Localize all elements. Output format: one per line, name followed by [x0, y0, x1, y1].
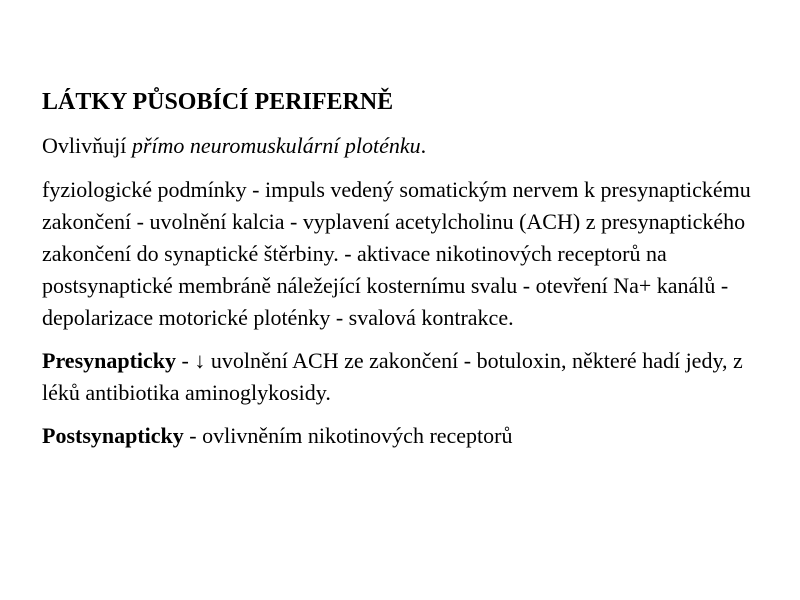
intro-italic-text: přímo neuromuskulární ploténku: [131, 133, 421, 158]
presynaptic-paragraph: [42, 345, 762, 409]
intro-paragraph: [42, 130, 762, 162]
physiology-paragraph: fyziologické podmínky - impuls vedený somatickým nervem k presynaptickému zakončení - uvolnění kalcia - vyplavení acetylcholinu (ACH) z presynaptického zakončení do synaptické štěrbiny. - aktivace nikotinových receptorů na postsynaptické membráně náležející kosternímu svalu - otevření Na+ kanálů - depolarizace motorické ploténky - svalová kontrakce.: [42, 177, 751, 330]
slide-title: LÁTKY PŮSOBÍCÍ PERIFERNĚ: [42, 89, 394, 115]
intro-suffix: .: [420, 133, 427, 158]
intro-prefix: Ovlivňují: [42, 133, 132, 158]
postsynaptic-paragraph: [42, 420, 762, 452]
postsynaptic-label: Postsynapticky: [42, 423, 184, 448]
slide-content: [42, 86, 762, 463]
presynaptic-label: Presynapticky: [42, 348, 177, 373]
presynaptic-text: - ↓ uvolnění ACH ze zakončení - botuloxin, některé hadí jedy, z léků antibiotika aminoglykosidy.: [42, 348, 743, 405]
postsynaptic-text: - ovlivněním nikotinových receptorů: [183, 423, 513, 448]
